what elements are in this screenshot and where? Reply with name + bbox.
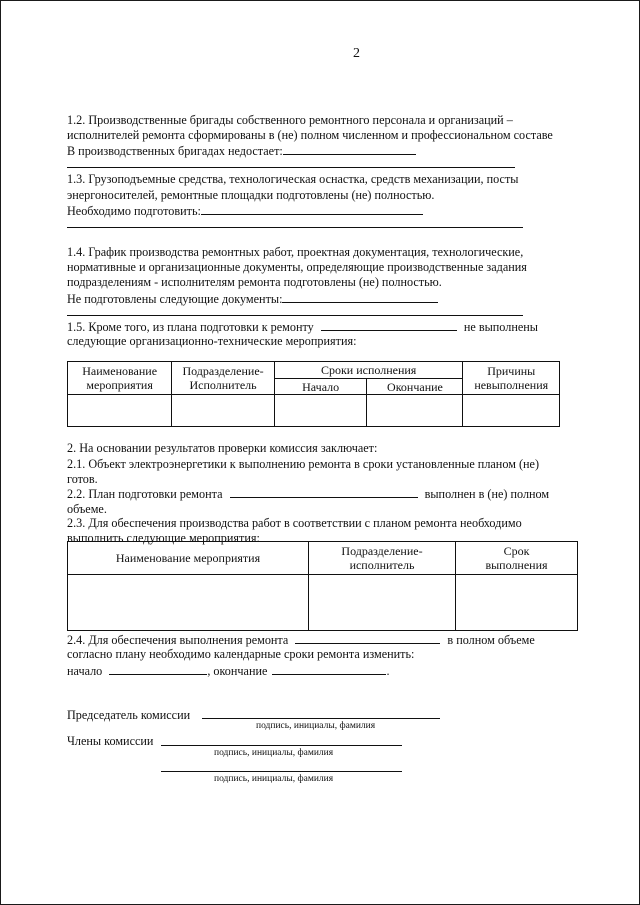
section-2-line-5: объеме. bbox=[67, 502, 107, 516]
prepare-field[interactable] bbox=[201, 203, 423, 215]
prepare-label: Необходимо подготовить: bbox=[67, 204, 201, 218]
table1-cell[interactable] bbox=[172, 395, 275, 427]
member2-signature-caption: подпись, инициалы, фамилия bbox=[214, 774, 334, 784]
table1-header-terms: Сроки исполнения bbox=[274, 362, 463, 379]
section-1-5-text: 1.5. Кроме того, из плана подготовки к ремонту bbox=[67, 320, 314, 334]
full-volume-text: в полном объеме bbox=[447, 633, 535, 647]
section-2-line-3: готов. bbox=[67, 472, 98, 486]
measures-table bbox=[67, 361, 560, 427]
table1-header-name: Наименование мероприятия bbox=[68, 362, 172, 395]
table2-cell[interactable] bbox=[68, 575, 309, 631]
documents-label: Не подготовлены следующие документы: bbox=[67, 292, 283, 306]
end-dot: . bbox=[386, 664, 390, 678]
section-1-3-line-3 bbox=[67, 203, 423, 219]
member2-signature-line[interactable] bbox=[161, 771, 402, 772]
table2-cell[interactable] bbox=[456, 575, 578, 631]
table1-header-reasons: Причины невыполнения bbox=[463, 362, 560, 395]
section-1-4-line-4 bbox=[67, 291, 438, 307]
section-2-4-line-1 bbox=[67, 632, 535, 648]
section-1-2-line-2: исполнителей ремонта сформированы в (не) полном численном и профессиональном составе bbox=[67, 128, 553, 142]
table1-header-end: Окончание bbox=[367, 379, 463, 395]
section-1-2-line-3 bbox=[67, 143, 416, 159]
plan-text: 2.2. План подготовки ремонта bbox=[67, 487, 223, 501]
table2-header-name: Наименование мероприятия bbox=[68, 542, 309, 575]
members-label: Члены комиссии bbox=[67, 734, 154, 748]
table1-cell[interactable] bbox=[68, 395, 172, 427]
not-completed-text: не выполнены bbox=[463, 320, 538, 334]
fill-line bbox=[67, 315, 523, 316]
plan-field[interactable] bbox=[230, 486, 418, 498]
table2-header-unit: Подразделение- исполнитель bbox=[309, 542, 456, 575]
table2-cell[interactable] bbox=[309, 575, 456, 631]
table1-cell[interactable] bbox=[367, 395, 463, 427]
chairman-label: Председатель комиссии bbox=[67, 708, 191, 722]
section-1-3-line-1: 1.3. Грузоподъемные средства, технологическая оснастка, средств механизации, посты bbox=[67, 172, 519, 186]
section-2-line-4 bbox=[67, 486, 549, 502]
table1-header-start: Начало bbox=[274, 379, 367, 395]
documents-field[interactable] bbox=[282, 291, 438, 303]
section-2-line-7: выполнить следующие мероприятия: bbox=[67, 531, 260, 545]
end-label: , окончание bbox=[207, 664, 268, 678]
section-1-3-line-2: энергоносителей, ремонтные площадки подготовлены (не) полностью. bbox=[67, 188, 435, 202]
section-2-line-2: 2.1. Объект электроэнергетики к выполнению ремонта в сроки установленные планом (не) bbox=[67, 457, 539, 471]
repair-field[interactable] bbox=[295, 632, 440, 644]
start-date-field[interactable] bbox=[109, 663, 207, 675]
section-2-4-line-2: согласно плану необходимо календарные сроки ремонта изменить: bbox=[67, 647, 415, 661]
chairman-signature-caption: подпись, инициалы, фамилия bbox=[256, 721, 376, 731]
section-1-4-line-1: 1.4. График производства ремонтных работ, проектная документация, технологические, bbox=[67, 245, 524, 259]
section-2-line-1: 2. На основании результатов проверки комиссия заключает: bbox=[67, 441, 378, 455]
table1-cell[interactable] bbox=[274, 395, 367, 427]
shortage-field[interactable] bbox=[283, 143, 416, 155]
fill-line bbox=[67, 227, 523, 228]
page-number: 2 bbox=[353, 46, 360, 61]
member1-signature-line[interactable] bbox=[161, 745, 402, 746]
section-2-4-line-3 bbox=[67, 663, 390, 679]
table1-header-unit: Подразделение- Исполнитель bbox=[172, 362, 275, 395]
section-2-4-text: 2.4. Для обеспечения выполнения ремонта bbox=[67, 633, 289, 647]
table2-header-term: Срок выполнения bbox=[456, 542, 578, 575]
plan-status-text: выполнен в (не) полном bbox=[424, 487, 550, 501]
start-label: начало bbox=[67, 664, 103, 678]
section-1-4-line-3: подразделениям - исполнителям ремонта подготовлены (не) полностью. bbox=[67, 275, 442, 289]
chairman-signature-line[interactable] bbox=[202, 718, 440, 719]
section-1-5-line-2: следующие организационно-технические мероприятия: bbox=[67, 334, 357, 348]
repair-plan-field[interactable] bbox=[321, 319, 457, 331]
table1-cell[interactable] bbox=[463, 395, 560, 427]
shortage-label: В производственных бригадах недостает: bbox=[67, 144, 283, 158]
member1-signature-caption: подпись, инициалы, фамилия bbox=[214, 748, 334, 758]
required-measures-table bbox=[67, 541, 578, 631]
fill-line bbox=[67, 167, 515, 168]
section-1-4-line-2: нормативные и организационные документы, определяющие производственные задания bbox=[67, 260, 527, 274]
section-1-2-line-1: 1.2. Производственные бригады собственного ремонтного персонала и организаций – bbox=[67, 113, 513, 127]
end-date-field[interactable] bbox=[272, 663, 386, 675]
section-1-5-line-1 bbox=[67, 319, 538, 335]
section-2-line-6: 2.3. Для обеспечения производства работ в соответствии с планом ремонта необходимо bbox=[67, 516, 522, 530]
